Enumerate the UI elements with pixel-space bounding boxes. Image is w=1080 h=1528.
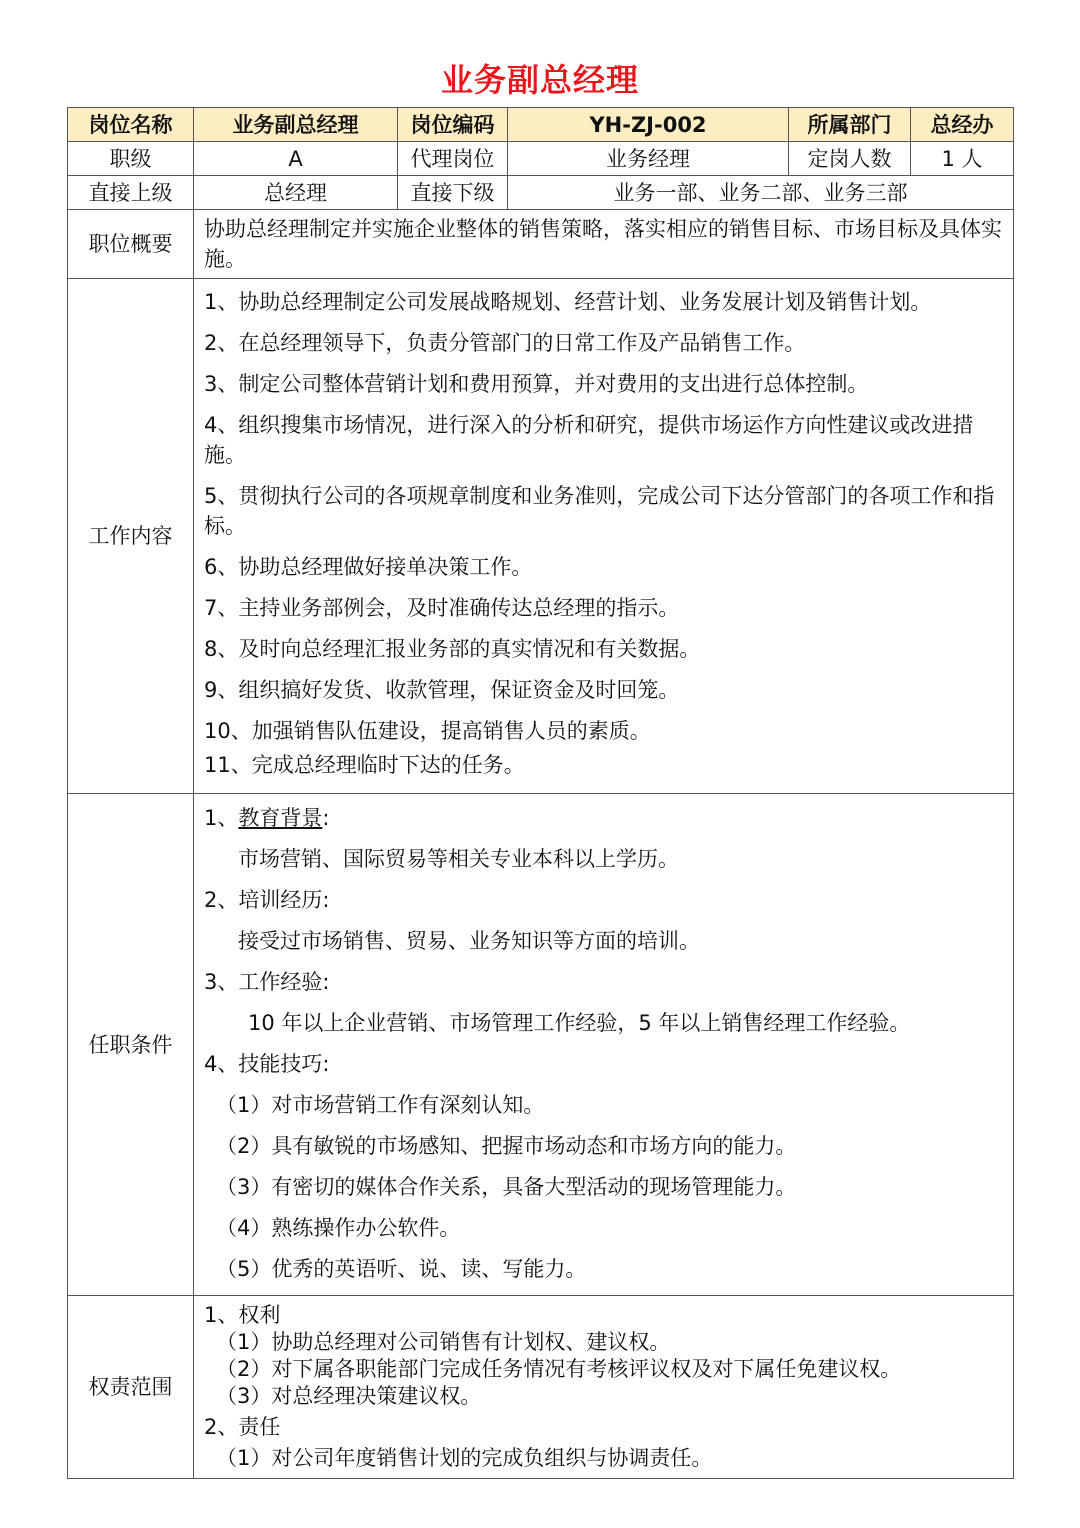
acting-position-value: 业务经理 (508, 142, 789, 176)
rights-item: （3）对总经理决策建议权。 (216, 1384, 482, 1408)
rights-heading: 1、权利 (204, 1303, 281, 1327)
duty-item: 4、组织搜集市场情况，进行深入的分析和研究，提供市场运作方向性建议或改进措施。 (204, 413, 974, 467)
skills-heading: 4、技能技巧: (204, 1052, 330, 1076)
level-label: 职级 (68, 142, 194, 176)
duty-item: 7、主持业务部例会，及时准确传达总经理的指示。 (204, 596, 680, 620)
qualifications-label: 任职条件 (68, 794, 194, 1296)
header-position-code-label: 岗位编码 (398, 108, 508, 142)
skill-item: （5）优秀的英语听、说、读、写能力。 (216, 1257, 587, 1281)
headcount-value: 1 人 (911, 142, 1014, 176)
education-heading (204, 803, 1003, 833)
education-colon: : (322, 806, 330, 830)
level-value: A (194, 142, 398, 176)
subordinate-value: 业务一部、业务二部、业务三部 (508, 176, 1014, 210)
responsibility-heading: 2、责任 (204, 1415, 281, 1439)
acting-position-label: 代理岗位 (398, 142, 508, 176)
header-department-label: 所属部门 (789, 108, 911, 142)
header-position-code-value: YH-ZJ-002 (508, 108, 789, 142)
training-heading: 2、培训经历: (204, 888, 330, 912)
summary-text: 协助总经理制定并实施企业整体的销售策略，落实相应的销售目标、市场目标及具体实施。 (204, 217, 1002, 271)
header-department-value: 总经办 (911, 108, 1014, 142)
duty-item: 3、制定公司整体营销计划和费用预算，并对费用的支出进行总体控制。 (204, 372, 869, 396)
responsibility-item: （1）对公司年度销售计划的完成负组织与协调责任。 (216, 1446, 713, 1470)
scope-cell (194, 1296, 1014, 1479)
scope-label: 权责范围 (68, 1296, 194, 1479)
rights-item: （1）协助总经理对公司销售有计划权、建议权。 (216, 1330, 671, 1354)
superior-label: 直接上级 (68, 176, 194, 210)
header-position-name-value: 业务副总经理 (194, 108, 398, 142)
duty-item: 1、协助总经理制定公司发展战略规划、经营计划、业务发展计划及销售计划。 (204, 290, 932, 314)
experience-heading: 3、工作经验: (204, 970, 330, 994)
duties-row (68, 279, 1014, 794)
header-row (68, 108, 1014, 142)
header-position-name-label: 岗位名称 (68, 108, 194, 142)
scope-row (68, 1296, 1014, 1479)
education-prefix: 1、 (204, 806, 239, 830)
skill-item: （3）有密切的媒体合作关系，具备大型活动的现场管理能力。 (216, 1175, 797, 1199)
qualifications-cell (194, 794, 1014, 1296)
experience-text: 10 年以上企业营销、市场管理工作经验，5 年以上销售经理工作经验。 (248, 1011, 911, 1035)
education-text: 市场营销、国际贸易等相关专业本科以上学历。 (238, 847, 679, 871)
duties-label: 工作内容 (68, 279, 194, 794)
subordinate-label: 直接下级 (398, 176, 508, 210)
document-title: 业务副总经理 (440, 61, 639, 99)
education-title: 教育背景 (238, 806, 323, 830)
skill-item: （4）熟练操作办公软件。 (216, 1216, 461, 1240)
duties-cell (194, 279, 1014, 794)
duty-item: 6、协助总经理做好接单决策工作。 (204, 555, 533, 579)
summary-row (68, 210, 1014, 279)
skill-item: （1）对市场营销工作有深刻认知。 (216, 1093, 545, 1117)
level-row (68, 142, 1014, 176)
duty-item: 10、加强销售队伍建设，提高销售人员的素质。 (204, 719, 651, 743)
rights-item: （2）对下属各职能部门完成任务情况有考核评议权及对下属任免建议权。 (216, 1357, 902, 1381)
job-description-table (67, 107, 1014, 1479)
duty-item: 2、在总经理领导下，负责分管部门的日常工作及产品销售工作。 (204, 331, 806, 355)
duty-item: 11、完成总经理临时下达的任务。 (204, 753, 525, 777)
training-text: 接受过市场销售、贸易、业务知识等方面的培训。 (238, 929, 700, 953)
headcount-label: 定岗人数 (789, 142, 911, 176)
skill-item: （2）具有敏锐的市场感知、把握市场动态和市场方向的能力。 (216, 1134, 797, 1158)
summary-label: 职位概要 (68, 210, 194, 279)
superior-value: 总经理 (194, 176, 398, 210)
summary-cell (194, 210, 1014, 279)
duty-item: 5、贯彻执行公司的各项规章制度和业务准则，完成公司下达分管部门的各项工作和指标。 (204, 484, 995, 538)
duty-item: 9、组织搞好发货、收款管理，保证资金及时回笼。 (204, 678, 680, 702)
qualifications-row (68, 794, 1014, 1296)
duty-item: 8、及时向总经理汇报业务部的真实情况和有关数据。 (204, 637, 701, 661)
superior-row (68, 176, 1014, 210)
